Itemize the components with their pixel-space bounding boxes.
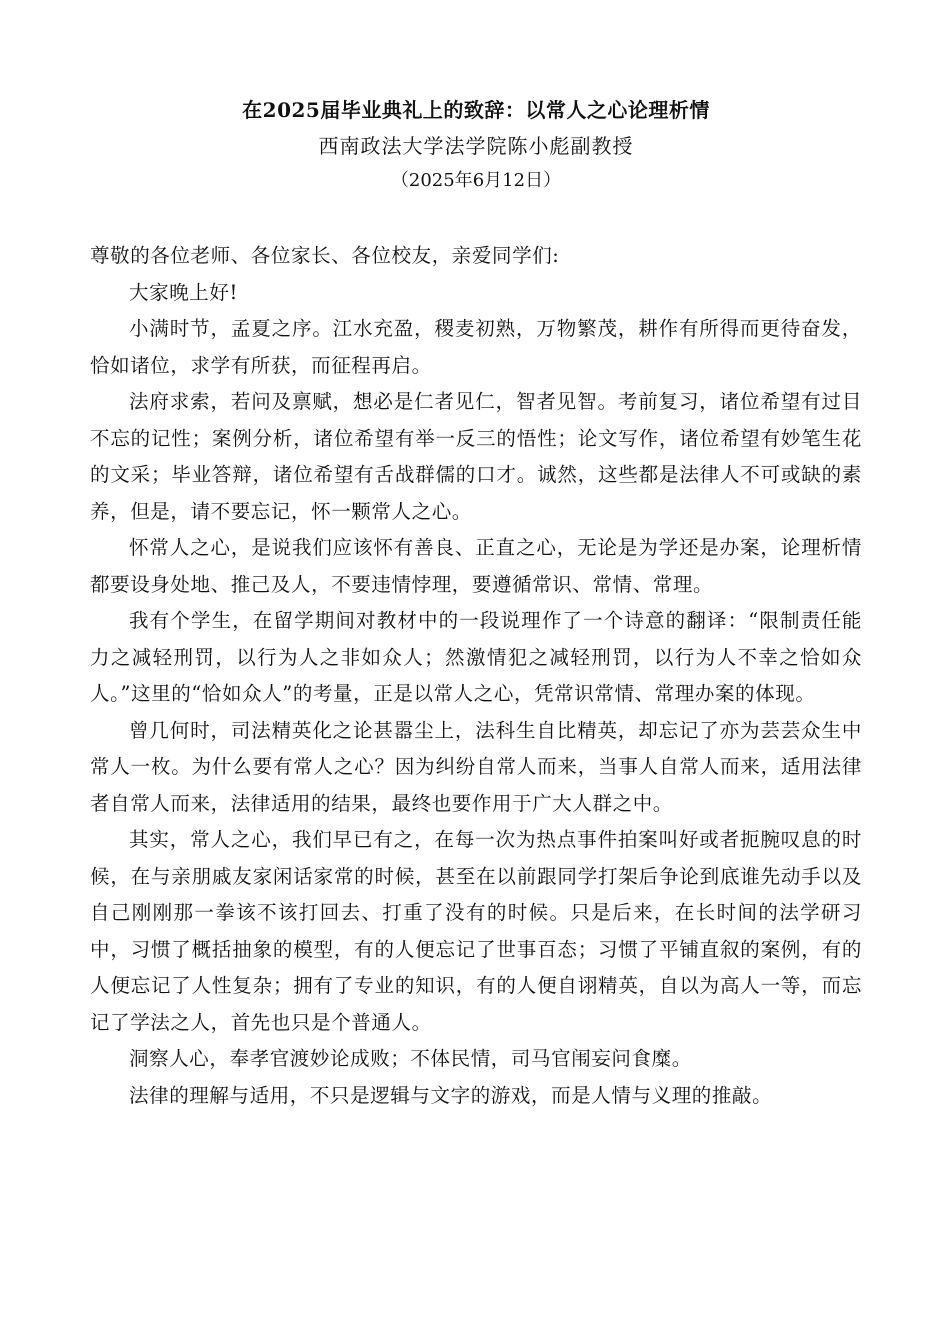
paragraph: 洞察人心，奉孝官渡妙论成败；不体民情，司马官闱妄问食糜。	[129, 1047, 692, 1070]
paragraph: 其实，常人之心，我们早已有之，在每一次为热点事件拍案叫好或者扼腕叹息的时候，在与亲朋戚友家闲话家常的时候，甚至在以前跟同学打架后争论到底谁先动手以及自己刚刚那一拳该不该打回去、打重了没有的时候。只是后来，在长时间的法学研习中，习惯了概括抽象的模型，有的人便忘记了世事百态；习惯了平铺直叙的案例，有的人便忘记了人性复杂；拥有了专业的知识，有的人便自诩精英，自以为高人一等，而忘记了学法之人，首先也只是个普通人。	[90, 828, 862, 1034]
paragraph-greeting: 大家晚上好!	[129, 280, 238, 304]
paragraph: 怀常人之心，是说我们应该怀有善良、正直之心，无论是为学还是办案，论理析情都要设身处地、推己及人，不要违情悖理，要遵循常识、常情、常理。	[90, 536, 862, 596]
salutation: 尊敬的各位老师、各位家长、各位校友，亲爱同学们:	[90, 244, 560, 267]
paragraph: 法律的理解与适用，不只是逻辑与文字的游戏，而是人情与义理的推敲。	[129, 1083, 773, 1107]
paragraph: 我有个学生，在留学期间对教材中的一段说理作了一个诗意的翻译：“限制责任能力之减轻刑罚，以行为人之非如众人；然激情犯之减轻刑罚，以行为人不幸之恰如众人。”这里的“恰如众人”的考量，正是以常人之心，凭常识常情、常理办案的体现。	[90, 609, 862, 705]
speech-date: （2025年6月12日）	[390, 170, 562, 191]
document-page	[90, 94, 862, 1114]
document-title: 在2025届毕业典礼上的致辞：以常人之心论理析情	[242, 98, 710, 122]
paragraph: 法府求索，若问及禀赋，想必是仁者见仁，智者见智。考前复习，诸位希望有过目不忘的记性；案例分析，诸位希望有举一反三的悟性；论文写作，诸位希望有妙笔生花的文采；毕业答辩，诸位希望有舌战群儒的口才。诚然，这些都是法律人不可或缺的素养，但是，请不要忘记，怀一颗常人之心。	[90, 390, 862, 523]
speech-body	[90, 238, 862, 1114]
paragraph: 曾几何时，司法精英化之论甚嚣尘上，法科生自比精英，却忘记了亦为芸芸众生中常人一枚。为什么要有常人之心？因为纠纷自常人而来，当事人自常人而来，适用法律者自常人而来，法律适用的结果，最终也要作用于广大人群之中。	[90, 718, 862, 815]
paragraph: 小满时节，孟夏之序。江水充盈，稷麦初熟，万物繁茂，耕作有所得而更待奋发，恰如诸位，求学有所获，而征程再启。	[90, 317, 862, 377]
author-line: 西南政法大学法学院陈小彪副教授	[318, 134, 634, 158]
